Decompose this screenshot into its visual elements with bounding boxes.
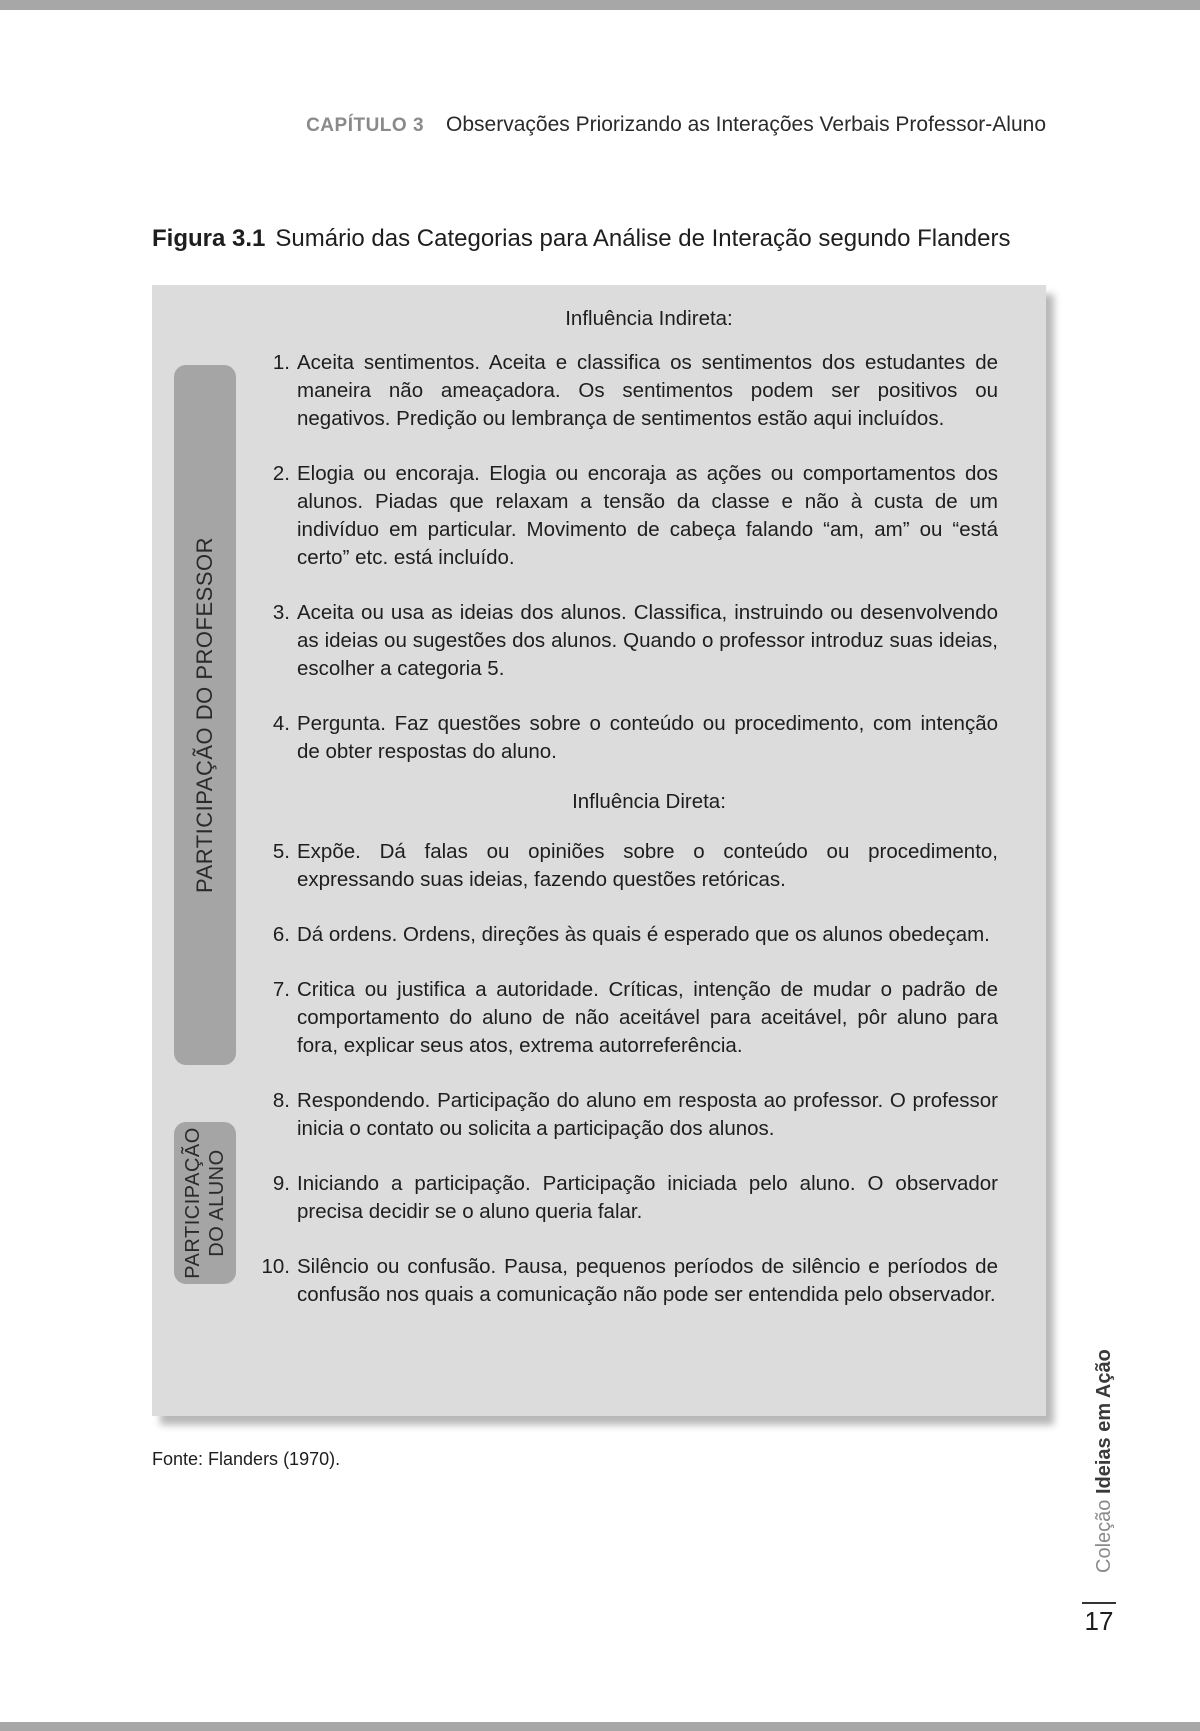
collection-prefix: Coleção bbox=[1093, 1499, 1115, 1573]
page-number: 17 bbox=[1082, 1602, 1116, 1637]
category-text: Aceita sentimentos. Aceita e classifica os sentimentos dos estudantes de maneira não ameaçadora. Os sentimentos podem ser positivos ou negativos. Predição ou lembrança de sentimentos estão aqui incluídos. bbox=[297, 351, 998, 430]
collection-title: Ideias em Ação bbox=[1093, 1349, 1115, 1495]
running-header bbox=[306, 113, 1046, 137]
category-number: 2. bbox=[272, 462, 290, 485]
category-text: Silêncio ou confusão. Pausa, pequenos períodos de silêncio e períodos de confusão nos quais a comunicação não pode ser entendida pelo observador. bbox=[297, 1255, 998, 1306]
chapter-label: CAPÍTULO 3 bbox=[306, 115, 425, 136]
figure-caption bbox=[152, 225, 1011, 253]
category-number: 1. bbox=[272, 351, 290, 374]
category-number: 3. bbox=[272, 601, 290, 624]
student-label-line2: DO ALUNO bbox=[206, 1149, 228, 1257]
category-text: Aceita ou usa as ideias dos alunos. Classifica, instruindo ou desenvolvendo as ideias ou sugestões dos alunos. Quando o professor introduz suas ideias, escolher a categoria 5. bbox=[297, 601, 998, 680]
collection-spine-label bbox=[1093, 1349, 1116, 1573]
category-number: 6. bbox=[272, 923, 290, 946]
category-item bbox=[260, 460, 998, 572]
category-item bbox=[260, 349, 998, 433]
category-item bbox=[260, 710, 998, 766]
category-number: 5. bbox=[272, 840, 290, 863]
category-text: Elogia ou encoraja. Elogia ou encoraja as ações ou comportamentos dos alunos. Piadas que relaxam a tensão da classe e não à custa de um indivíduo em particular. Movimento de cabeça falando “am, am” ou “está certo” etc. está incluído. bbox=[297, 462, 998, 569]
category-item bbox=[260, 1087, 998, 1143]
book-page bbox=[0, 10, 1200, 1722]
indirect-influence-heading: Influência Indireta: bbox=[565, 307, 733, 330]
figure-number: Figura 3.1 bbox=[152, 225, 266, 252]
category-item bbox=[260, 976, 998, 1060]
figure-title: Sumário das Categorias para Análise de Interação segundo Flanders bbox=[275, 225, 1011, 252]
teacher-participation-label: PARTICIPAÇÃO DO PROFESSOR bbox=[192, 536, 218, 894]
chapter-title: Observações Priorizando as Interações Verbais Professor-Aluno bbox=[446, 113, 1046, 136]
category-item bbox=[260, 921, 998, 949]
student-label-line1: PARTICIPAÇÃO bbox=[182, 1127, 204, 1279]
category-text: Critica ou justifica a autoridade. Críticas, intenção de mudar o padrão de comportamento do aluno de não aceitável para aceitável, pôr aluno para fora, explicar seus atos, extrema autorreferência. bbox=[297, 978, 998, 1057]
category-item bbox=[260, 1170, 998, 1226]
category-number: 9. bbox=[272, 1172, 290, 1195]
category-text: Expõe. Dá falas ou opiniões sobre o conteúdo ou procedimento, expressando suas ideias, fazendo questões retóricas. bbox=[297, 840, 998, 891]
category-item bbox=[260, 599, 998, 683]
category-item bbox=[260, 838, 998, 894]
teacher-participation-tab bbox=[174, 365, 236, 1065]
category-list bbox=[260, 305, 998, 1309]
category-item bbox=[260, 1253, 998, 1309]
category-number: 10. bbox=[261, 1255, 290, 1278]
student-participation-label bbox=[181, 1127, 229, 1279]
categories-panel bbox=[152, 285, 1046, 1416]
category-text: Pergunta. Faz questões sobre o conteúdo ou procedimento, com intenção de obter respostas do aluno. bbox=[297, 712, 998, 763]
category-text: Dá ordens. Ordens, direções às quais é esperado que os alunos obedeçam. bbox=[297, 923, 990, 946]
category-text: Iniciando a participação. Participação iniciada pelo aluno. O observador precisa decidir se o aluno queria falar. bbox=[297, 1172, 998, 1223]
category-number: 4. bbox=[272, 712, 290, 735]
category-number: 8. bbox=[272, 1089, 290, 1112]
student-participation-tab bbox=[174, 1122, 236, 1284]
figure-source: Fonte: Flanders (1970). bbox=[152, 1449, 341, 1469]
category-number: 7. bbox=[272, 978, 290, 1001]
direct-influence-heading: Influência Direta: bbox=[572, 790, 726, 813]
category-text: Respondendo. Participação do aluno em resposta ao professor. O professor inicia o contato ou solicita a participação dos alunos. bbox=[297, 1089, 998, 1140]
